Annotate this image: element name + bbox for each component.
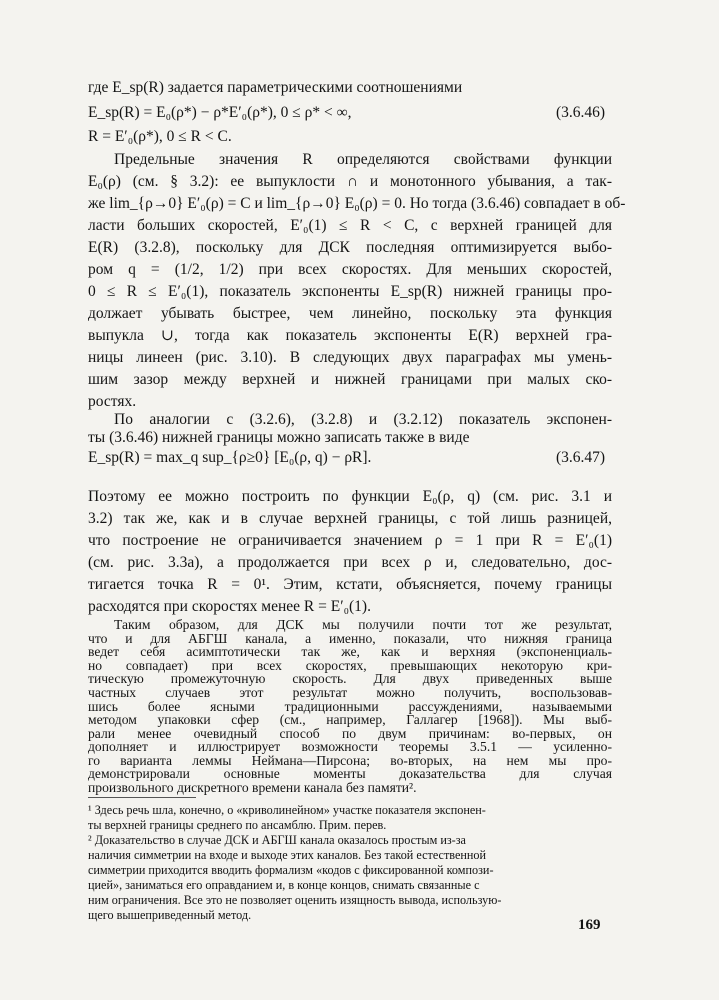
paragraph-4-line: демонстрировали основные моменты доказательства для случая <box>88 766 612 781</box>
page-number: 169 <box>578 917 601 933</box>
equation-3-6-47: E_sp(R) = max_q sup_{ρ≥0} [E₀(ρ, q) − ρR]. <box>88 449 372 466</box>
paragraph-1-line: ницы линеен (рис. 3.10). В следующих двух параграфах мы умень- <box>88 349 612 366</box>
paragraph-2-line: По аналогии с (3.2.6), (3.2.8) и (3.2.12) показатель экспонен- <box>114 411 612 428</box>
paragraph-1-line: ром q = (1/2, 1/2) при всех скоростях. Для меньших скоростей, <box>88 261 612 278</box>
equation-number-3-6-46: (3.6.46) <box>556 104 606 121</box>
paragraph-1-line: должает убывать быстрее, чем линейно, поскольку эта функция <box>88 305 612 322</box>
footnote-line: щего вышеприведенный метод. <box>88 908 252 922</box>
paragraph-3-line: 3.2) так же, как и в случае верхней границы, с той лишь разницей, <box>88 510 612 527</box>
paragraph-3-line: Поэтому ее можно построить по функции E₀(ρ, q) (см. рис. 3.1 и <box>88 488 612 505</box>
intro-line: где E_sp(R) задается параметрическими соотношениями <box>88 79 463 96</box>
footnote-line: симметрии приходится вводить формализм «кодов с фиксированной компози- <box>88 863 494 877</box>
paragraph-4-line: го варианта леммы Неймана—Пирсона; во-вторых, на нем мы про- <box>88 753 612 768</box>
paragraph-4-line: рали менее очевидный способ по двум причинам: во-первых, он <box>88 726 612 741</box>
footnote-line: цией», заниматься его оправданием и, в конце концов, снимать связанные с <box>88 878 480 892</box>
footnote-line: ¹ Здесь речь шла, конечно, о «криволинейном» участке показателя экспонен- <box>88 803 486 817</box>
paragraph-4-line: методом упаковки сфер (см., например, Галлагер [1968]). Мы выб- <box>88 712 612 727</box>
paragraph-4-line: но совпадает) при всех скоростях, превышающих некоторую кри- <box>88 658 612 673</box>
footnote-line: ты верхней границы среднего по ансамблю. Прим. перев. <box>88 818 387 832</box>
paragraph-4-line: Таким образом, для ДСК мы получили почти тот же результат, <box>114 617 612 632</box>
paragraph-4-line: ведет себя асимптотически так же, как и верхняя (экспоненциаль- <box>88 644 612 659</box>
paragraph-1-line: E₀(ρ) (см. § 3.2): ее выпуклости ∩ и монотонного убывания, а так- <box>88 173 612 190</box>
equation-number-3-6-47: (3.6.47) <box>556 449 606 466</box>
footnote-rule <box>88 797 196 798</box>
paragraph-3-line: расходятся при скоростях менее R = E′₀(1). <box>88 598 371 615</box>
paragraph-3-line: (см. рис. 3.3а), а продолжается при всех ρ и, следовательно, дос- <box>88 554 612 571</box>
footnote-line: ² Доказательство в случае ДСК и АБГШ канала оказалось простым из-за <box>88 833 466 847</box>
equation-3-6-46-line-2: R = E′₀(ρ*), 0 ≤ R < C. <box>88 128 232 145</box>
paragraph-4-line: произвольного дискретного времени канала без памяти². <box>88 780 417 795</box>
paragraph-1-line: E(R) (3.2.8), поскольку для ДСК последняя оптимизируется выбо- <box>88 239 612 256</box>
equation-3-6-46-line-1: E_sp(R) = E₀(ρ*) − ρ*E′₀(ρ*), 0 ≤ ρ* < ∞, <box>88 104 352 121</box>
paragraph-4-line: что и для АБГШ канала, а именно, показали, что нижняя граница <box>88 631 612 646</box>
paragraph-1-line: 0 ≤ R ≤ E′₀(1), показатель экспоненты E_sp(R) нижней границы про- <box>88 283 612 300</box>
paragraph-1-line: ростях. <box>88 393 137 410</box>
footnote-line: ним ограничения. Все это не позволяет оценить изящность вывода, использую- <box>88 893 502 907</box>
paragraph-1-line: же lim_{ρ→0} E′₀(ρ) = C и lim_{ρ→0} E₀(ρ) = 0. Но тогда (3.6.46) совпадает в об- <box>88 195 626 212</box>
paragraph-1-line: шим зазор между верхней и нижней границами при малых ско- <box>88 371 612 388</box>
paragraph-2-line: ты (3.6.46) нижней границы можно записать также в виде <box>88 429 470 446</box>
paragraph-4-line: шись более ясными традиционными рассуждениями, называемыми <box>88 699 612 714</box>
paragraph-4-line: дополняет и иллюстрирует возможности теоремы 3.5.1 — усиленно- <box>88 739 612 754</box>
paragraph-4-line: частных случаев этот результат можно получить, воспользовав- <box>88 685 612 700</box>
paragraph-4-line: тическую промежуточную скорость. Для двух приведенных выше <box>88 671 612 686</box>
paragraph-1-line: Предельные значения R определяются свойствами функции <box>114 151 612 168</box>
paragraph-1-line: ласти больших скоростей, E′₀(1) ≤ R < C, с верхней границей для <box>88 217 612 234</box>
footnote-line: наличия симметрии на входе и выходе этих каналов. Без такой естественной <box>88 848 487 862</box>
paragraph-3-line: тигается точка R = 0¹. Этим, кстати, объясняется, почему границы <box>88 576 612 593</box>
paragraph-1-line: выпукла ∪, тогда как показатель экспоненты E(R) верхней гра- <box>88 327 612 344</box>
paragraph-3-line: что построение не ограничивается значением ρ = 1 при R = E′₀(1) <box>88 532 612 549</box>
